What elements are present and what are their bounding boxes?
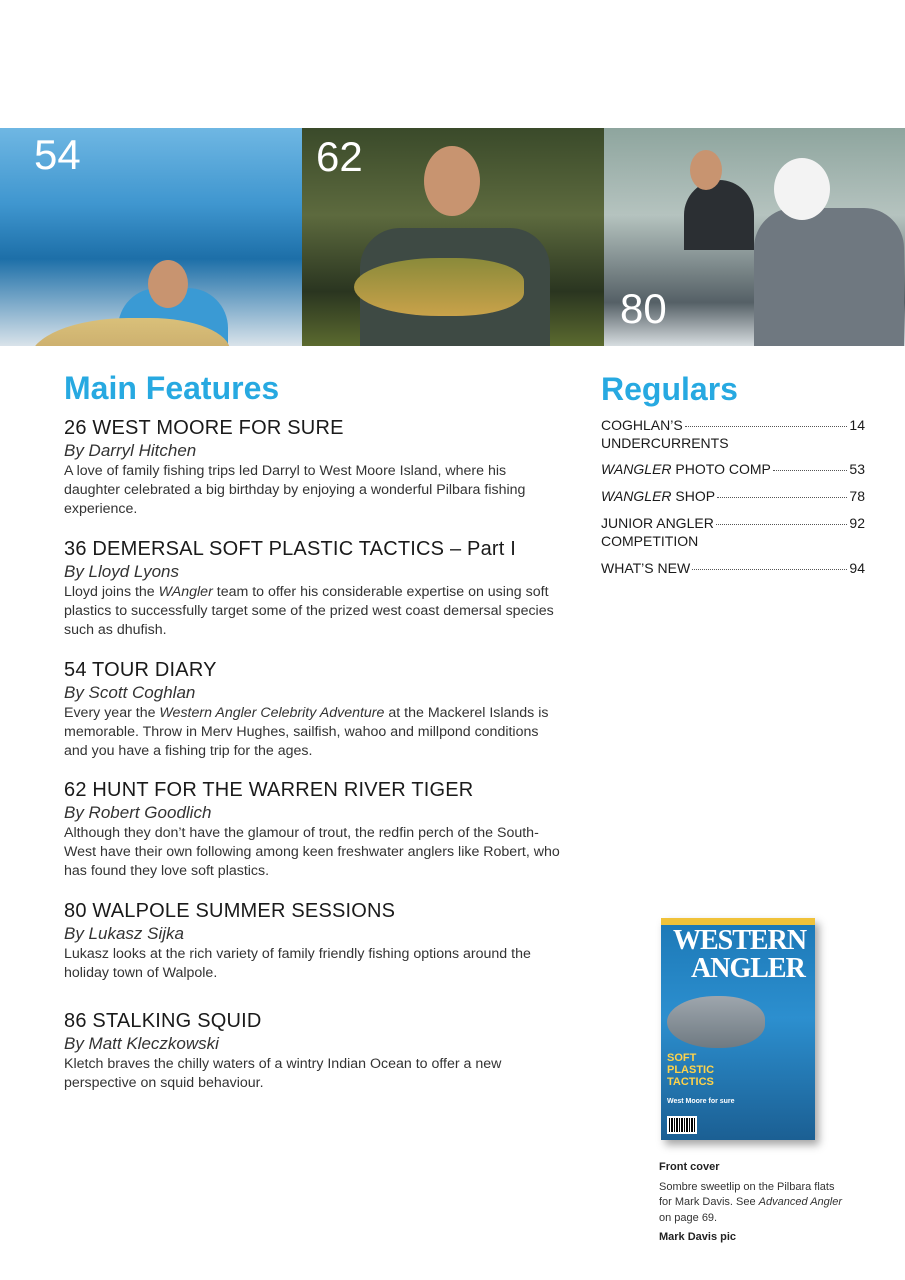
regular-item[interactable]: WANGLER SHOP 78 <box>601 488 865 504</box>
regular-item[interactable]: JUNIOR ANGLER 92 COMPETITION <box>601 515 865 549</box>
feature-item[interactable] <box>64 416 564 519</box>
feature-byline: By Scott Coghlan <box>64 683 196 702</box>
front-cover-thumbnail[interactable] <box>661 918 815 1140</box>
feature-title: 86 STALKING SQUID <box>64 1010 262 1032</box>
angler-head <box>424 146 480 216</box>
girl-head <box>690 150 722 190</box>
main-features-heading: Main Features <box>64 370 280 406</box>
feature-byline: By Robert Goodlich <box>64 803 212 822</box>
photo-80 <box>604 128 905 346</box>
feature-byline: By Darryl Hitchen <box>64 441 197 460</box>
photo-number: 54 <box>34 131 81 178</box>
feature-item[interactable] <box>64 778 564 881</box>
feature-description: Lloyd joins the WAngler team to offer his considerable expertise on using soft plastics to successfully target some of the prized west coast demersal species such as dhufish. <box>64 584 554 638</box>
cover-caption <box>659 1160 849 1246</box>
cover-masthead-line2: ANGLER <box>691 953 805 984</box>
regular-item[interactable]: WHAT’S NEW 94 <box>601 560 865 576</box>
feature-description: Lukasz looks at the rich variety of family friendly fishing options around the holiday town of Walpole. <box>64 946 531 981</box>
regular-label-line2: UNDERCURRENTS <box>601 435 729 451</box>
cover-subline: West Moore for sure <box>667 1098 735 1105</box>
feature-title: 80 WALPOLE SUMMER SESSIONS <box>64 900 396 922</box>
feature-description: Although they don’t have the glamour of trout, the redfin perch of the South-West have their own following among keen freshwater anglers like Robert, who has found they love soft plastics. <box>64 825 560 879</box>
caption-title: Front cover <box>659 1161 720 1173</box>
feature-description: Every year the Western Angler Celebrity Adventure at the Mackerel Islands is memorable. Throw in Merv Hughes, sailfish, wahoo and millpond conditions and you have a fishing trip for the ages. <box>64 705 549 759</box>
photo-54 <box>0 128 302 346</box>
caption-credit: Mark Davis pic <box>659 1231 737 1243</box>
regulars-heading: Regulars <box>601 371 738 407</box>
page-number: 14 <box>849 417 865 433</box>
feature-description: A love of family fishing trips led Darryl to West Moore Island, where his daughter celebrated a big birthday by enjoying a wonderful Pilbara fishing experience. <box>64 463 526 517</box>
cover-fish <box>667 996 765 1048</box>
regular-item[interactable]: COGHLAN’S 14 UNDERCURRENTS <box>601 417 865 451</box>
page-number: 53 <box>849 461 865 477</box>
caption-text: Sombre sweetlip on the Pilbara flats for Mark Davis. See Advanced Angler on page 69. <box>659 1180 843 1224</box>
feature-byline: By Lukasz Sijka <box>64 924 184 943</box>
photo-strip <box>0 128 905 346</box>
feature-item[interactable] <box>64 658 564 761</box>
redfin-perch <box>354 258 524 316</box>
feature-byline: By Matt Kleczkowski <box>64 1034 219 1053</box>
girl-figure <box>684 180 754 250</box>
angler-head <box>148 260 188 308</box>
barcode-icon <box>667 1116 697 1134</box>
feature-description: Kletch braves the chilly waters of a wintry Indian Ocean to offer a new perspective on squid behaviour. <box>64 1056 502 1091</box>
feature-title: 26 WEST MOORE FOR SURE <box>64 417 344 439</box>
regular-label-line2: COMPETITION <box>601 533 699 549</box>
feature-item[interactable] <box>64 899 564 983</box>
feature-title: 54 TOUR DIARY <box>64 659 217 681</box>
man-hat <box>774 158 830 220</box>
man-figure <box>754 208 904 346</box>
regular-item[interactable]: WANGLER PHOTO COMP 53 <box>601 461 865 477</box>
cover-headline: SOFT PLASTIC TACTICS <box>667 1052 715 1088</box>
cover-top-bar <box>661 918 815 925</box>
feature-item[interactable] <box>64 1009 564 1093</box>
photo-number: 62 <box>316 133 363 180</box>
page-number: 94 <box>849 560 865 576</box>
page-number: 92 <box>849 515 865 531</box>
photo-number: 80 <box>620 285 667 332</box>
feature-title: 62 HUNT FOR THE WARREN RIVER TIGER <box>64 779 474 801</box>
feature-item[interactable] <box>64 537 564 640</box>
feature-title: 36 DEMERSAL SOFT PLASTIC TACTICS – Part I <box>64 538 517 560</box>
page-number: 78 <box>849 488 865 504</box>
feature-byline: By Lloyd Lyons <box>64 562 179 581</box>
cover-masthead-line1: WESTERN <box>673 925 807 956</box>
photo-62 <box>302 128 604 346</box>
